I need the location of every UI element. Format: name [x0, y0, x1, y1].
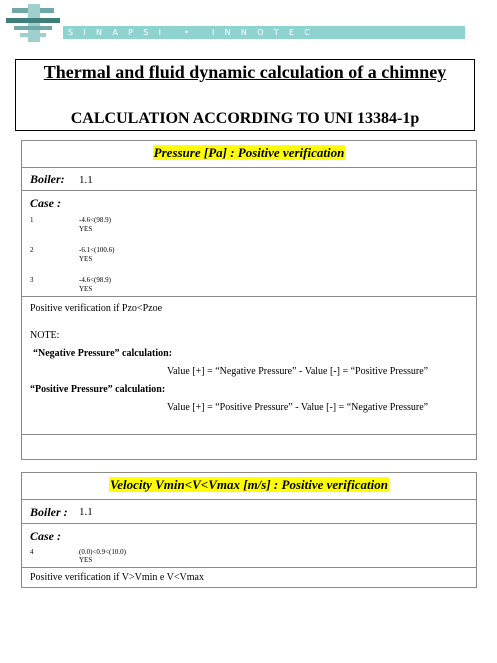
- brand-name: SINAPSI • INNOTEC: [68, 28, 321, 37]
- case-result: YES: [79, 285, 93, 293]
- case-result: YES: [79, 556, 93, 564]
- note-label: NOTE:: [30, 330, 60, 341]
- pressure-condition: Positive verification if Pzo<Pzoe: [30, 303, 163, 314]
- velocity-boiler-row: [22, 499, 476, 523]
- pressure-boiler-row: [22, 167, 476, 190]
- boiler-label: Boiler :: [30, 505, 68, 519]
- case-label: Case :: [30, 196, 61, 210]
- pressure-notes-row: [22, 296, 476, 434]
- case-number: 4: [30, 548, 34, 556]
- case-value: -6.1<(100.6): [79, 246, 115, 254]
- title-box: [15, 59, 475, 131]
- sinapsi-logo-icon: [6, 4, 60, 42]
- case-value: -4.6<(98.9): [79, 276, 111, 284]
- pressure-panel: [21, 140, 477, 460]
- page-subtitle: CALCULATION ACCORDING TO UNI 13384-1p: [70, 110, 420, 127]
- negative-pressure-rule: Value [+] = “Negative Pressure” - Value [-] = “Positive Pressure”: [167, 366, 429, 377]
- boiler-value: 1.1: [79, 174, 93, 186]
- positive-pressure-title: “Positive Pressure” calculation:: [30, 384, 166, 395]
- page-title: Thermal and fluid dynamic calculation of a chimney: [43, 62, 447, 82]
- velocity-heading-text: Velocity Vmin<V<Vmax [m/s] : Positive verification: [109, 477, 389, 492]
- pressure-heading-text: Pressure [Pa] : Positive verification: [153, 145, 345, 160]
- negative-pressure-title: “Negative Pressure” calculation:: [33, 348, 173, 359]
- case-result: YES: [79, 255, 93, 263]
- velocity-condition-row: [22, 567, 476, 588]
- case-value: (0.0)<0.9<(10.0): [79, 548, 126, 556]
- velocity-panel: [21, 472, 477, 588]
- boiler-value: 1.1: [79, 506, 93, 518]
- velocity-heading: [22, 477, 476, 493]
- pressure-empty-row: [22, 434, 476, 459]
- boiler-label: Boiler:: [30, 172, 65, 186]
- case-value: -4.6<(98.9): [79, 216, 111, 224]
- case-number: 3: [30, 276, 34, 284]
- pressure-heading: [22, 145, 476, 161]
- case-number: 2: [30, 246, 34, 254]
- case-result: YES: [79, 225, 93, 233]
- velocity-condition: Positive verification if V>Vmin e V<Vmax: [30, 572, 204, 583]
- pressure-cases-row: [22, 190, 476, 296]
- case-label: Case :: [30, 529, 61, 543]
- velocity-cases-row: [22, 523, 476, 567]
- positive-pressure-rule: Value [+] = “Positive Pressure” - Value [-] = “Negative Pressure”: [167, 402, 429, 413]
- case-number: 1: [30, 216, 34, 224]
